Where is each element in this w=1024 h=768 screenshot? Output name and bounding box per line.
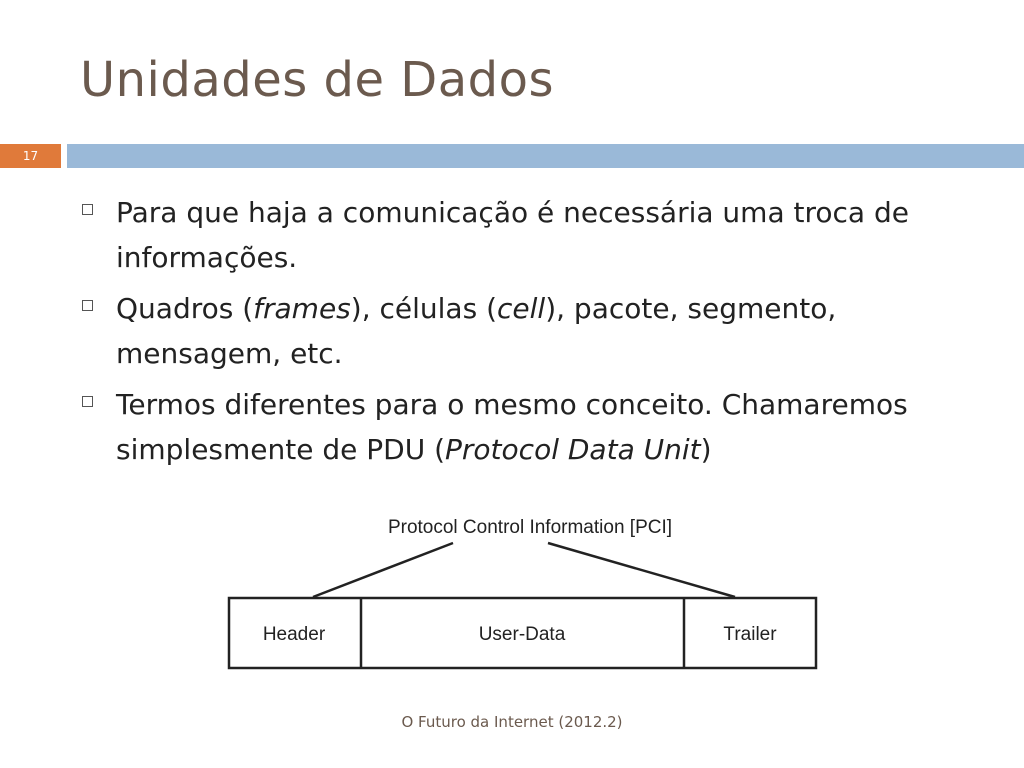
bullet-text-segment: ), células ( (350, 292, 498, 325)
bullet-italic-term: Protocol Data Unit (445, 433, 701, 466)
bullet-italic-term: cell (497, 292, 546, 325)
bullet-text-segment: Quadros ( (116, 292, 254, 325)
bullet-text-segment: ), pacote, segmento, mensagem, etc. (116, 292, 837, 370)
bullet-text-segment: Para que haja a comunicação é necessária uma troca de informações. (116, 196, 909, 274)
pci-line-right (548, 543, 735, 597)
bullet-text-segment: Termos diferentes para o mesmo conceito. Chamaremos simplesmente de PDU ( (116, 388, 908, 466)
header-label: Header (262, 624, 326, 645)
bullet-text-segment: ) (700, 433, 712, 466)
slide-title: Unidades de Dados (80, 52, 555, 108)
trailer-label: Trailer (723, 624, 777, 645)
pci-line-left (313, 543, 453, 597)
pci-label: Protocol Control Information [PCI] (387, 517, 673, 538)
bullet-italic-term: frames (253, 292, 351, 325)
user-data-label: User-Data (478, 624, 566, 645)
slide-footer: O Futuro da Internet (2012.2) (401, 713, 623, 731)
slide-number: 17 (0, 144, 61, 168)
